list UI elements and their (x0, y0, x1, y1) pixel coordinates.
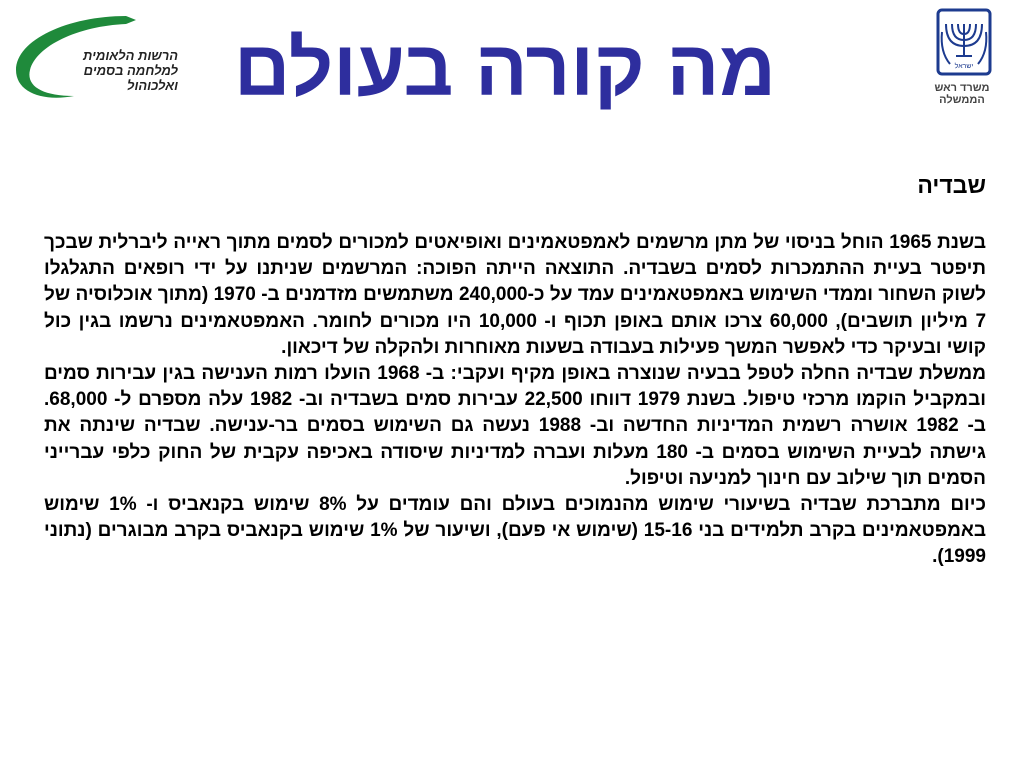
authority-name (83, 48, 178, 93)
section-heading: שבדיה (917, 172, 986, 198)
paragraph: ממשלת שבדיה החלה לטפל בבעיה שנוצרה באופן מקיף ועקבי: ב- 1968 הועלו רמות הענישה בגין עבירות סמים ובמקביל הוקמו מרכזי טיפול. בשנת 1979 דווחו 22,500 עבירות סמים בשבדיה וב- 1982 עלה מספרם ל- 68,000. ב- 1982 אושרה רשמית המדיניות החדשה וב- 1988 נעשה גם השימוש בסמים בר-ענישה. שבדיה שינתה את גישתה לבעיית השימוש בסמים ב- 180 מעלות ועברה למדיניות שיסודה באכיפה עקבית של החוק כלפי עברייני הסמים תוך שילוב עם חינוך למניעה וטיפול. (44, 363, 987, 489)
anti-drug-authority-logo (8, 12, 188, 100)
article-body (44, 170, 986, 571)
emblem-text: ישראל (954, 63, 974, 70)
page-title: מה קורה בעולם (234, 24, 776, 112)
paragraph: כיום מתברכת שבדיה בשיעורי שימוש מהנמוכים בעולם והם עומדים על 8% שימוש בקנאביס ו- 1% שימוש באמפטאמינים בקרב תלמידים בני 15-16 (שימוש אי פעם), ושיעור של 1% שימוש בקנאביס בקרב מבוגרים (נתוני 1999). (44, 494, 987, 568)
authority-name-line: הרשות הלאומית (82, 48, 178, 63)
menorah-emblem-icon (934, 8, 994, 78)
authority-name-line: ואלכוהול (127, 78, 178, 93)
paragraph: בשנת 1965 הוחל בניסוי של מתן מרשמים לאמפטאמינים ואופיאטים למכורים לסמים מתוך ראייה ליברלית שבכך תיפטר בעיית ההתמכרות לסמים בשבדיה. התוצאה הייתה הפוכה: המרשמים שניתנו על ידי רופאים התגלגלו לשוק השחור וממדי השימוש באמפטאמינים עמד על כ-240,000 משתמשים מזדמנים ב- 1970 (מתוך אוכלוסיה של 7 מיליון תושבים), 60,000 צרכו אותם באופן תכוף ו- 10,000 היו מכורים לחומר. האמפטאמינים נרשמו בגין כול קושי ובעיקר כדי לאפשר המשך פעילות בעבודה בשעות מאוחרות ולהקלה של דיכאון. (44, 232, 987, 358)
authority-name-line: למלחמה בסמים (83, 63, 178, 78)
ministry-caption: משרד ראש הממשלה (934, 82, 990, 106)
state-emblem-logo (912, 8, 1012, 106)
